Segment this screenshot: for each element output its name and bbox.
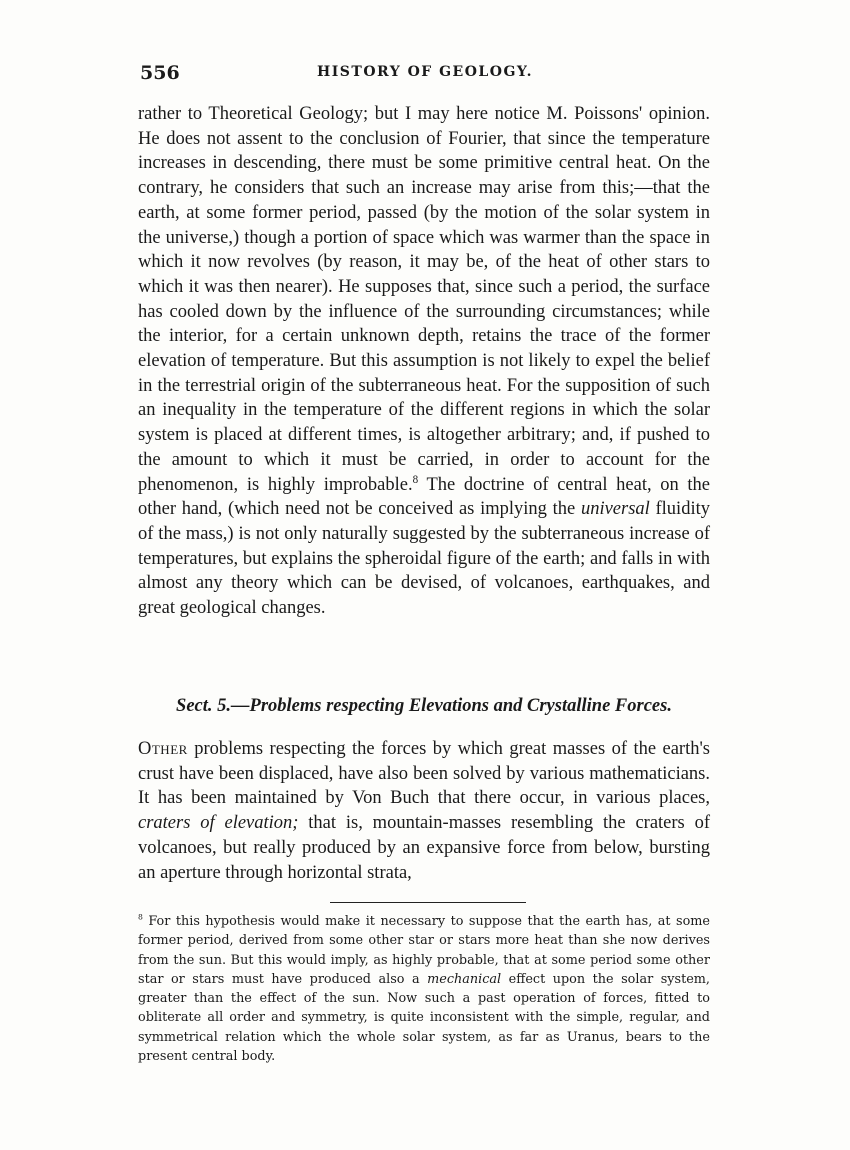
footnote-divider [330,902,526,903]
body-paragraph-2 [138,737,710,885]
emphasis-universal: universal [580,499,650,520]
emphasis-mechanical: mechanical [427,971,502,987]
footnote-reference: 8 [412,473,419,486]
paragraph-2-text-a: problems respecting the forces by which great masses of the earth's crust have been displaced, have also been solved by various mathematicians. It has been maintained by Von Buch that there occur, in various places, [138,739,710,809]
emphasis-craters-of-elevation: craters of elevation; [138,813,299,834]
footnote-marker: 8 [138,912,143,922]
running-head: HISTORY OF GEOLOGY. [317,64,533,80]
paragraph-2-text-b: that is, mountain-masses resembling the craters of volcanoes, but really produced by an expansive force from below, bursting an aperture through horizontal strata, [138,813,711,883]
paragraph-1-text-b: The doctrine of central heat, on the other hand, (which need not be conceived as implying the [138,474,710,520]
footnote-text-b: effect upon the solar system, greater than the effect of the sun. Now such a past operation of forces, fitted to obliterate all order and symmetry, is quite inconsistent with the simple, regular, and symmetrical relation which the whole solar system, as far as Uranus, bears to the present central body. [138,971,710,1065]
paragraph-1-text-c: fluidity of the mass,) is not only naturally suggested by the subterraneous increase of temperatures, but explains the spheroidal figure of the earth; and falls in with almost any theory which can be devised, of volcanoes, earthquakes, and great geological changes. [138,499,710,619]
body-paragraph-1 [138,102,710,621]
page-header [140,62,710,88]
page-number: 556 [140,62,180,84]
footnote [138,912,710,1066]
section-heading: Sect. 5.—Problems respecting Elevations and Crystalline Forces. [176,696,672,716]
footnote-text-a: For this hypothesis would make it necessary to suppose that the earth has, at some former period, derived from some other star or stars more heat than she now derives from the sun. But this would imply, as highly probable, that at some period some other star or stars must have produced also a [138,914,710,987]
paragraph-2-lead-word: Other [138,739,188,759]
paragraph-1-text-a: rather to Theoretical Geology; but I may here notice M. Poissons' opinion. He does not assent to the conclusion of Fourier, that since the temperature increases in descending, there must be some primitive central heat. On the contrary, he considers that such an increase may arise from this;—that the earth, at some former period, passed (by the motion of the solar system in the universe,) though a portion of space which was warmer than the space in which it now revolves (by reason, it may be, of the heat of other stars to which it was then nearer). He supposes that, since such a period, the surface has cooled down by the influence of the surrounding circumstances; while the interior, for a certain unknown depth, retains the trace of the former elevation of temperature. But this assumption is not likely to expel the belief in the terrestrial origin of the subterraneous heat. For the supposition of such an inequality in the temperature of the different regions in which the solar system is placed at different times, is altogether arbitrary; and, if pushed to the amount to which it must be carried, in order to account for the phenomenon, is highly improbable. [138,104,710,495]
